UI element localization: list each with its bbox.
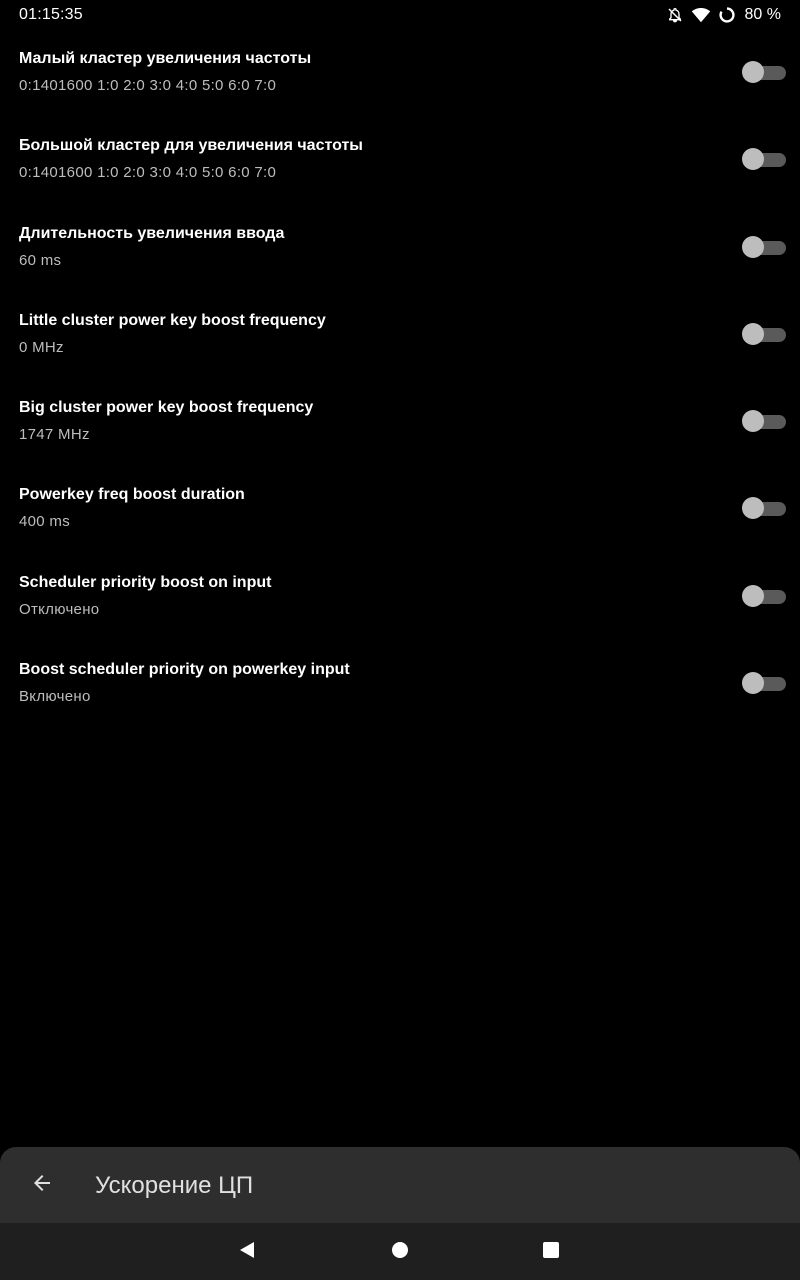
page-title: Ускорение ЦП: [95, 1172, 254, 1199]
setting-title: Малый кластер увеличения частоты: [19, 50, 312, 67]
setting-summary: 1747 MHz: [19, 426, 90, 444]
setting-summary: 60 ms: [19, 251, 62, 269]
bottom-app-bar: [0, 1147, 800, 1223]
battery-percentage: 80 %: [744, 6, 781, 23]
navigation-bar: [0, 1223, 800, 1280]
setting-row[interactable]: [0, 478, 800, 565]
back-button[interactable]: [22, 1165, 62, 1205]
status-bar: [0, 0, 800, 30]
toggle-switch[interactable]: [742, 588, 786, 604]
setting-summary: Отключено: [19, 600, 100, 618]
toggle-switch[interactable]: [742, 675, 786, 691]
toggle-switch[interactable]: [742, 64, 786, 80]
toggle-switch[interactable]: [742, 151, 786, 167]
setting-summary: 0:1401600 1:0 2:0 3:0 4:0 5:0 6:0 7:0: [19, 164, 277, 182]
battery-icon: [719, 7, 735, 23]
toggle-switch[interactable]: [742, 500, 786, 516]
toggle-switch[interactable]: [742, 239, 786, 255]
notifications-off-icon: [667, 7, 683, 23]
nav-home-icon: [390, 1240, 410, 1265]
setting-title: Длительность увеличения ввода: [19, 224, 285, 242]
toggle-switch[interactable]: [742, 326, 786, 342]
setting-title: Little cluster power key boost frequency: [19, 311, 326, 329]
nav-recents-icon: [541, 1240, 561, 1265]
status-icons: [667, 5, 781, 25]
settings-list: [0, 42, 800, 740]
toggle-thumb: [742, 323, 764, 345]
setting-row[interactable]: [0, 42, 800, 129]
setting-row[interactable]: [0, 566, 800, 653]
toggle-thumb: [742, 61, 764, 83]
setting-summary: 0:1401600 1:0 2:0 3:0 4:0 5:0 6:0 7:0: [19, 77, 277, 94]
toggle-thumb: [742, 236, 764, 258]
setting-title: Boost scheduler priority on powerkey input: [19, 661, 350, 679]
nav-recents-button[interactable]: [536, 1237, 566, 1267]
wifi-icon: [691, 7, 711, 23]
setting-row[interactable]: [0, 391, 800, 478]
status-time: 01:15:35: [19, 6, 83, 23]
toggle-thumb: [742, 585, 764, 607]
setting-summary: 400 ms: [19, 513, 70, 531]
nav-back-icon: [237, 1240, 257, 1265]
setting-title: Big cluster power key boost frequency: [19, 399, 314, 417]
toggle-thumb: [742, 497, 764, 519]
toggle-switch[interactable]: [742, 413, 786, 429]
setting-row[interactable]: [0, 217, 800, 304]
setting-summary: Включено: [19, 688, 91, 706]
setting-row[interactable]: [0, 129, 800, 216]
setting-title: Большой кластер для увеличения частоты: [19, 137, 363, 155]
setting-title: Powerkey freq boost duration: [19, 486, 245, 504]
arrow-back-icon: [30, 1171, 54, 1200]
setting-row[interactable]: [0, 653, 800, 740]
setting-row[interactable]: [0, 304, 800, 391]
setting-title: Scheduler priority boost on input: [19, 573, 272, 591]
nav-home-button[interactable]: [385, 1237, 415, 1267]
nav-back-button[interactable]: [232, 1237, 262, 1267]
toggle-thumb: [742, 672, 764, 694]
setting-summary: 0 MHz: [19, 338, 64, 356]
